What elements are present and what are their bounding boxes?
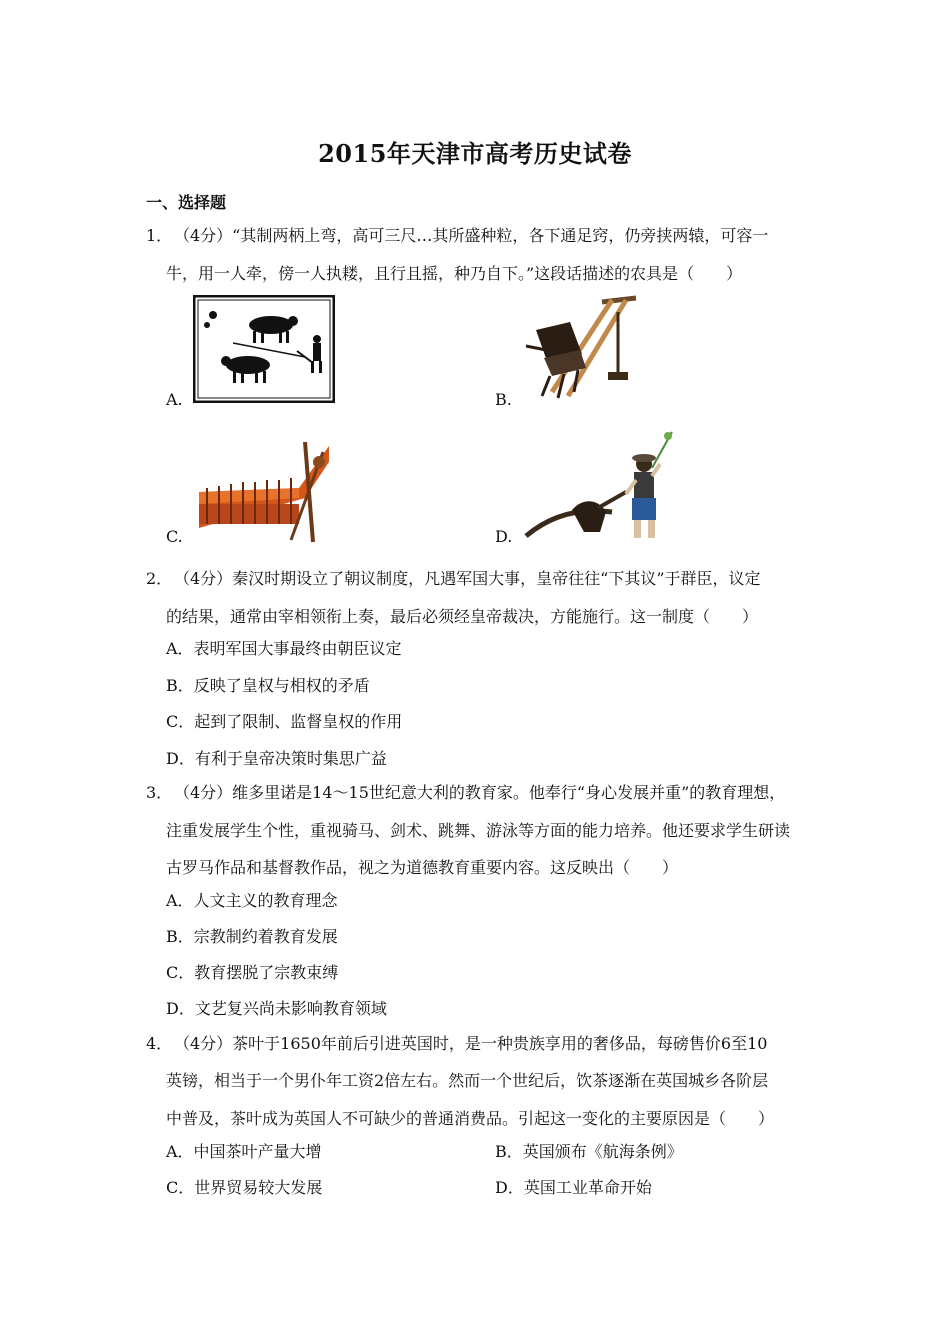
question-2-option-a: A．表明军国大事最终由朝臣议定 [166, 639, 402, 658]
question-4-stem-line-1: （4分）茶叶于1650年前后引进英国时，是一种贵族享用的奢侈品，每磅售价6至10 [174, 1034, 768, 1053]
question-1-option-b-label: B. [495, 390, 512, 409]
question-3-option-d: D．文艺复兴尚未影响教育领域 [166, 999, 387, 1018]
question-1-number: 1． [146, 226, 173, 245]
page-title: 2015年天津市高考历史试卷 [318, 139, 632, 168]
question-1-option-c-label: C. [166, 527, 183, 546]
curved-shaft-plow-icon [522, 428, 682, 544]
square-pallet-chain-pump-icon [195, 432, 333, 544]
question-1-option-d-label: D. [495, 527, 513, 546]
question-2-stem-line-1: （4分）秦汉时期设立了朝议制度，凡遇军国大事，皇帝往往“下其议”于群臣，议定 [174, 569, 761, 588]
question-4-option-d: D．英国工业革命开始 [495, 1178, 652, 1197]
ox-plowing-mural-icon [193, 295, 335, 403]
question-4-stem-line-2: 英镑，相当于一个男仆年工资2倍左右。然而一个世纪后，饮茶逐渐在英国城乡各阶层 [166, 1071, 769, 1090]
question-3-stem-line-3: 古罗马作品和基督教作品，视之为道德教育重要内容。这反映出（ ） [166, 858, 679, 877]
section-heading: 一、选择题 [146, 193, 227, 212]
question-2-option-c: C．起到了限制、监督皇权的作用 [166, 712, 403, 731]
question-4-number: 4． [146, 1034, 173, 1053]
question-3-option-c: C．教育摆脱了宗教束缚 [166, 963, 339, 982]
question-1-stem-line-2: 牛，用一人牵，傍一人执耧，且行且摇，种乃自下。”这段话描述的农具是（ ） [166, 264, 743, 283]
seed-drill-icon [522, 292, 640, 406]
question-2-stem-line-2: 的结果，通常由宰相领衔上奏，最后必须经皇帝裁决，方能施行。这一制度（ ） [166, 607, 759, 626]
question-4-option-c: C．世界贸易较大发展 [166, 1178, 323, 1197]
question-1-option-a-label: A. [166, 390, 183, 409]
question-2-option-b: B．反映了皇权与相权的矛盾 [166, 676, 370, 695]
question-3-stem-line-2: 注重发展学生个性，重视骑马、剑术、跳舞、游泳等方面的能力培养。他还要求学生研读 [166, 821, 791, 840]
question-3-number: 3． [146, 783, 173, 802]
question-2-option-d: D．有利于皇帝决策时集思广益 [166, 749, 387, 768]
question-3-option-a: A．人文主义的教育理念 [166, 891, 338, 910]
question-2-number: 2． [146, 569, 173, 588]
question-4-option-b: B．英国颁布《航海条例》 [495, 1142, 683, 1161]
question-4-option-a: A．中国茶叶产量大增 [166, 1142, 322, 1161]
question-4-stem-line-3: 中普及，茶叶成为英国人不可缺少的普通消费品。引起这一变化的主要原因是（ ） [166, 1109, 775, 1128]
question-3-stem-line-1: （4分）维多里诺是14～15世纪意大利的教育家。他奉行“身心发展并重”的教育理想， [174, 783, 786, 802]
question-3-option-b: B．宗教制约着教育发展 [166, 927, 338, 946]
question-1-stem-line-1: （4分）“其制两柄上弯，高可三尺…其所盛种粒，各下通足窍，仍旁挟两辕，可容一 [174, 226, 769, 245]
